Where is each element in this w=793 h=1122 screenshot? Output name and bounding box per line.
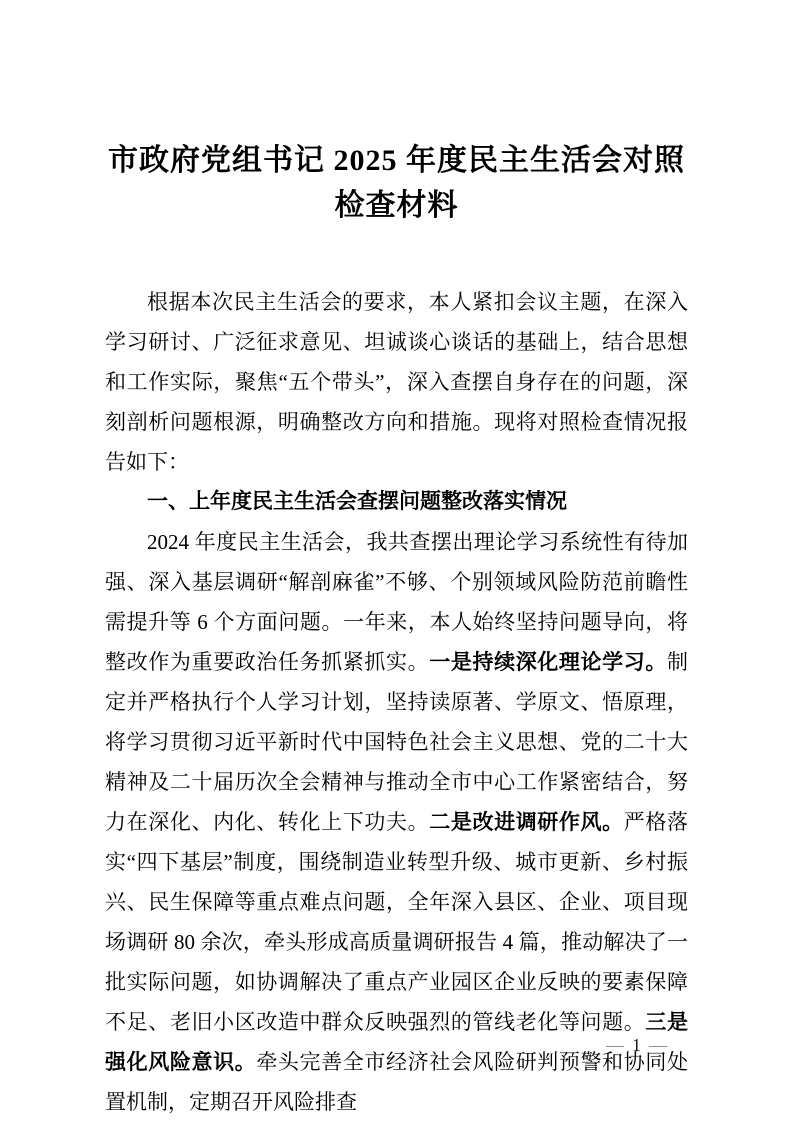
page-number: 1 [632, 1035, 641, 1055]
footer-dash-left: — [606, 1035, 624, 1055]
review-segment-4: 牵头完善全市经济社会风险研判预警和协同处置机制，定期召开风险排查 [105, 1050, 689, 1114]
review-bold-lead-2: 二是改进调研作风。 [429, 810, 624, 834]
intro-paragraph: 根据本次民主生活会的要求，本人紧扣会议主题，在深入学习研讨、广泛征求意见、坦诚谈心谈话的基础上，结合思想和工作实际，聚焦“五个带头”，深入查摆自身存在的问题，深刻剖析问题根源，明确整改方向和措施。现将对照检查情况报告如下： [105, 290, 688, 474]
footer-dash-right: — [649, 1035, 667, 1055]
document-body [105, 282, 688, 1122]
review-bold-lead-3: 三是强化风险意识。 [105, 1010, 689, 1074]
document-title: 市政府党组书记 2025 年度民主生活会对照检查材料 [108, 144, 685, 222]
review-segment-2: 制定并严格执行个人学习计划，坚持读原著、学原文、悟原理，将学习贯彻习近平新时代中国特色社会主义思想、党的二十大精神及二十届历次全会精神与推动全市中心工作紧密结合，努力在深化、内化、转化上下功夫。 [105, 650, 689, 834]
review-segment-3: 严格落实“四下基层”制度，围绕制造业转型升级、城市更新、乡村振兴、民生保障等重点难点问题，全年深入县区、企业、项目现场调研 80 余次，牵头形成高质量调研报告 4 篇，推动解决了一批实际问题，如协调解决了重点产业园区企业反映的要素保障不足、老旧小区改造中群众反映强烈的管线老化等问题。 [105, 810, 689, 1034]
review-segment-1: 2024 年度民主生活会，我共查摆出理论学习系统性有待加强、深入基层调研“解剖麻雀”不够、个别领域风险防范前瞻性需提升等 6 个方面问题。一年来，本人始终坚持问题导向，将整改作为重要政治任务抓紧抓实。 [105, 530, 688, 674]
page-number-footer [598, 1030, 675, 1060]
section-1-heading: 一、上年度民主生活会查摆问题整改落实情况 [147, 490, 567, 513]
review-bold-lead-1: 一是持续深化理论学习。 [429, 650, 668, 674]
